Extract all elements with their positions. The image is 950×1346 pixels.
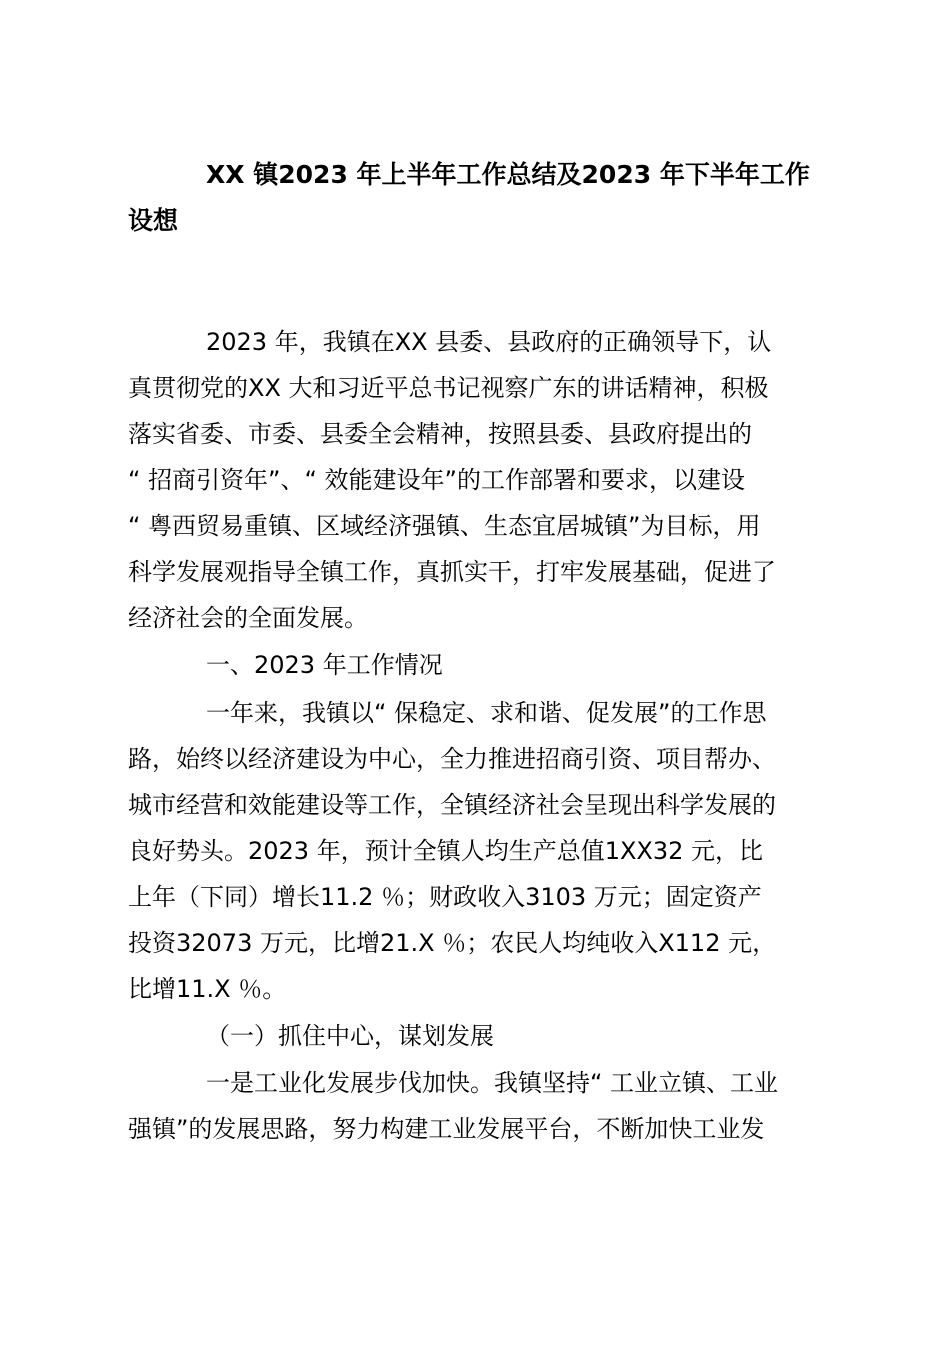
document-title-line-1: XX 镇2023 年上半年工作总结及2023 年下半年工作 bbox=[206, 160, 810, 189]
paragraph-line: 城市经营和效能建设等工作，全镇经济社会呈现出科学发展的 bbox=[128, 791, 776, 819]
paragraph-line: 真贯彻党的XX 大和习近平总书记视察广东的讲话精神，积极 bbox=[128, 374, 769, 402]
paragraph-line: 投资32073 万元，比增21.X ％；农民人均纯收入X112 元， bbox=[128, 929, 777, 957]
document-title-line-2: 设想 bbox=[128, 206, 179, 235]
paragraph-line: 强镇”的发展思路，努力构建工业发展平台，不断加快工业发 bbox=[128, 1115, 765, 1143]
paragraph-line: “ 粤西贸易重镇、区域经济强镇、生态宜居城镇”为目标，用 bbox=[128, 512, 761, 540]
paragraph-line: 一年来，我镇以“ 保稳定、求和谐、促发展”的工作思 bbox=[206, 699, 767, 727]
subsection-heading: （一）抓住中心，谋划发展 bbox=[206, 1022, 494, 1050]
paragraph-line: 科学发展观指导全镇工作，真抓实干，打牢发展基础，促进了 bbox=[128, 558, 776, 586]
paragraph-line: 比增11.X ％。 bbox=[128, 975, 287, 1003]
paragraph-line: 一是工业化发展步伐加快。我镇坚持“ 工业立镇、工业 bbox=[206, 1069, 779, 1097]
paragraph-line: 上年（下同）增长11.2 ％；财政收入3103 万元；固定资产 bbox=[128, 883, 762, 911]
section-heading: 一、2023 年工作情况 bbox=[206, 651, 443, 679]
paragraph-line: 经济社会的全面发展。 bbox=[128, 604, 368, 632]
paragraph-line: 良好势头。2023 年，预计全镇人均生产总值1XX32 元，比 bbox=[128, 837, 764, 865]
paragraph-line: “ 招商引资年”、“ 效能建设年”的工作部署和要求，以建设 bbox=[128, 466, 745, 494]
paragraph-line: 2023 年，我镇在XX 县委、县政府的正确领导下，认 bbox=[206, 328, 772, 356]
paragraph-line: 落实省委、市委、县委全会精神，按照县委、县政府提出的 bbox=[128, 420, 752, 448]
paragraph-line: 路，始终以经济建设为中心，全力推进招商引资、项目帮办、 bbox=[128, 745, 776, 773]
